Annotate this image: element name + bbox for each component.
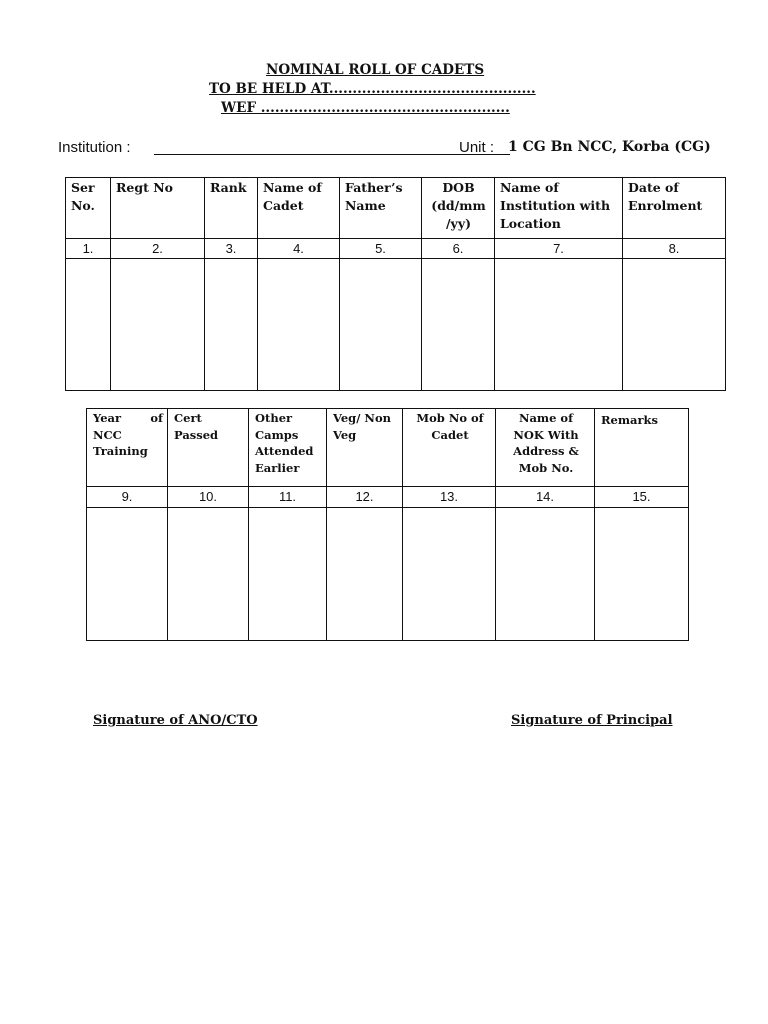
header-veg-non-veg: Veg/ Non Veg bbox=[327, 409, 403, 487]
header-regt-no: Regt No bbox=[111, 178, 205, 239]
column-number: 7. bbox=[495, 239, 623, 259]
header-name-of-cadet: Name of Cadet bbox=[258, 178, 340, 239]
table-number-row bbox=[66, 239, 726, 259]
column-number: 11. bbox=[249, 487, 327, 508]
header-institution-location: Name of Institution with Location bbox=[495, 178, 623, 239]
column-number: 3. bbox=[205, 239, 258, 259]
entry-cell bbox=[205, 259, 258, 391]
entry-cell bbox=[168, 508, 249, 641]
institution-label: Institution : bbox=[58, 139, 131, 156]
entry-cell bbox=[403, 508, 496, 641]
entry-cell bbox=[495, 259, 623, 391]
column-number: 12. bbox=[327, 487, 403, 508]
header-rank: Rank bbox=[205, 178, 258, 239]
wef-line: WEF ..................................................... bbox=[221, 100, 510, 116]
header-ser-no: Ser No. bbox=[66, 178, 111, 239]
column-number: 10. bbox=[168, 487, 249, 508]
venue-line: TO BE HELD AT............................................ bbox=[209, 81, 536, 97]
cadet-details-table bbox=[65, 177, 726, 391]
unit-value: 1 CG Bn NCC, Korba (CG) bbox=[508, 139, 711, 155]
document-title: NOMINAL ROLL OF CADETS bbox=[266, 62, 485, 78]
entry-cell bbox=[340, 259, 422, 391]
signature-ano-cto: Signature of ANO/CTO bbox=[93, 713, 258, 728]
column-number: 4. bbox=[258, 239, 340, 259]
column-number: 2. bbox=[111, 239, 205, 259]
column-number: 5. bbox=[340, 239, 422, 259]
column-number: 14. bbox=[496, 487, 595, 508]
column-number: 1. bbox=[66, 239, 111, 259]
institution-blank-line bbox=[154, 154, 510, 155]
entry-cell bbox=[496, 508, 595, 641]
entry-cell bbox=[66, 259, 111, 391]
column-number: 13. bbox=[403, 487, 496, 508]
entry-cell bbox=[249, 508, 327, 641]
table-entry-row bbox=[66, 259, 726, 391]
table-entry-row bbox=[87, 508, 689, 641]
header-year-of-ncc-training: Year of NCC Training bbox=[87, 409, 168, 487]
unit-label: Unit : bbox=[459, 139, 495, 156]
signature-principal: Signature of Principal bbox=[511, 713, 673, 728]
column-number: 15. bbox=[595, 487, 689, 508]
institution-unit-row bbox=[58, 139, 728, 159]
cadet-additional-details-table bbox=[86, 408, 689, 641]
table-header-row bbox=[87, 409, 689, 487]
entry-cell bbox=[422, 259, 495, 391]
header-other-camps: Other Camps Attended Earlier bbox=[249, 409, 327, 487]
header-mob-no: Mob No of Cadet bbox=[403, 409, 496, 487]
entry-cell bbox=[623, 259, 726, 391]
header-date-of-enrolment: Date of Enrolment bbox=[623, 178, 726, 239]
header-nok-details: Name of NOK With Address & Mob No. bbox=[496, 409, 595, 487]
header-dob: DOB (dd/mm /yy) bbox=[422, 178, 495, 239]
header-remarks: Remarks bbox=[595, 409, 689, 487]
entry-cell bbox=[87, 508, 168, 641]
entry-cell bbox=[258, 259, 340, 391]
table-number-row bbox=[87, 487, 689, 508]
table-header-row bbox=[66, 178, 726, 239]
header-cert-passed: Cert Passed bbox=[168, 409, 249, 487]
column-number: 9. bbox=[87, 487, 168, 508]
column-number: 8. bbox=[623, 239, 726, 259]
column-number: 6. bbox=[422, 239, 495, 259]
entry-cell bbox=[327, 508, 403, 641]
entry-cell bbox=[595, 508, 689, 641]
entry-cell bbox=[111, 259, 205, 391]
header-fathers-name: Father’s Name bbox=[340, 178, 422, 239]
